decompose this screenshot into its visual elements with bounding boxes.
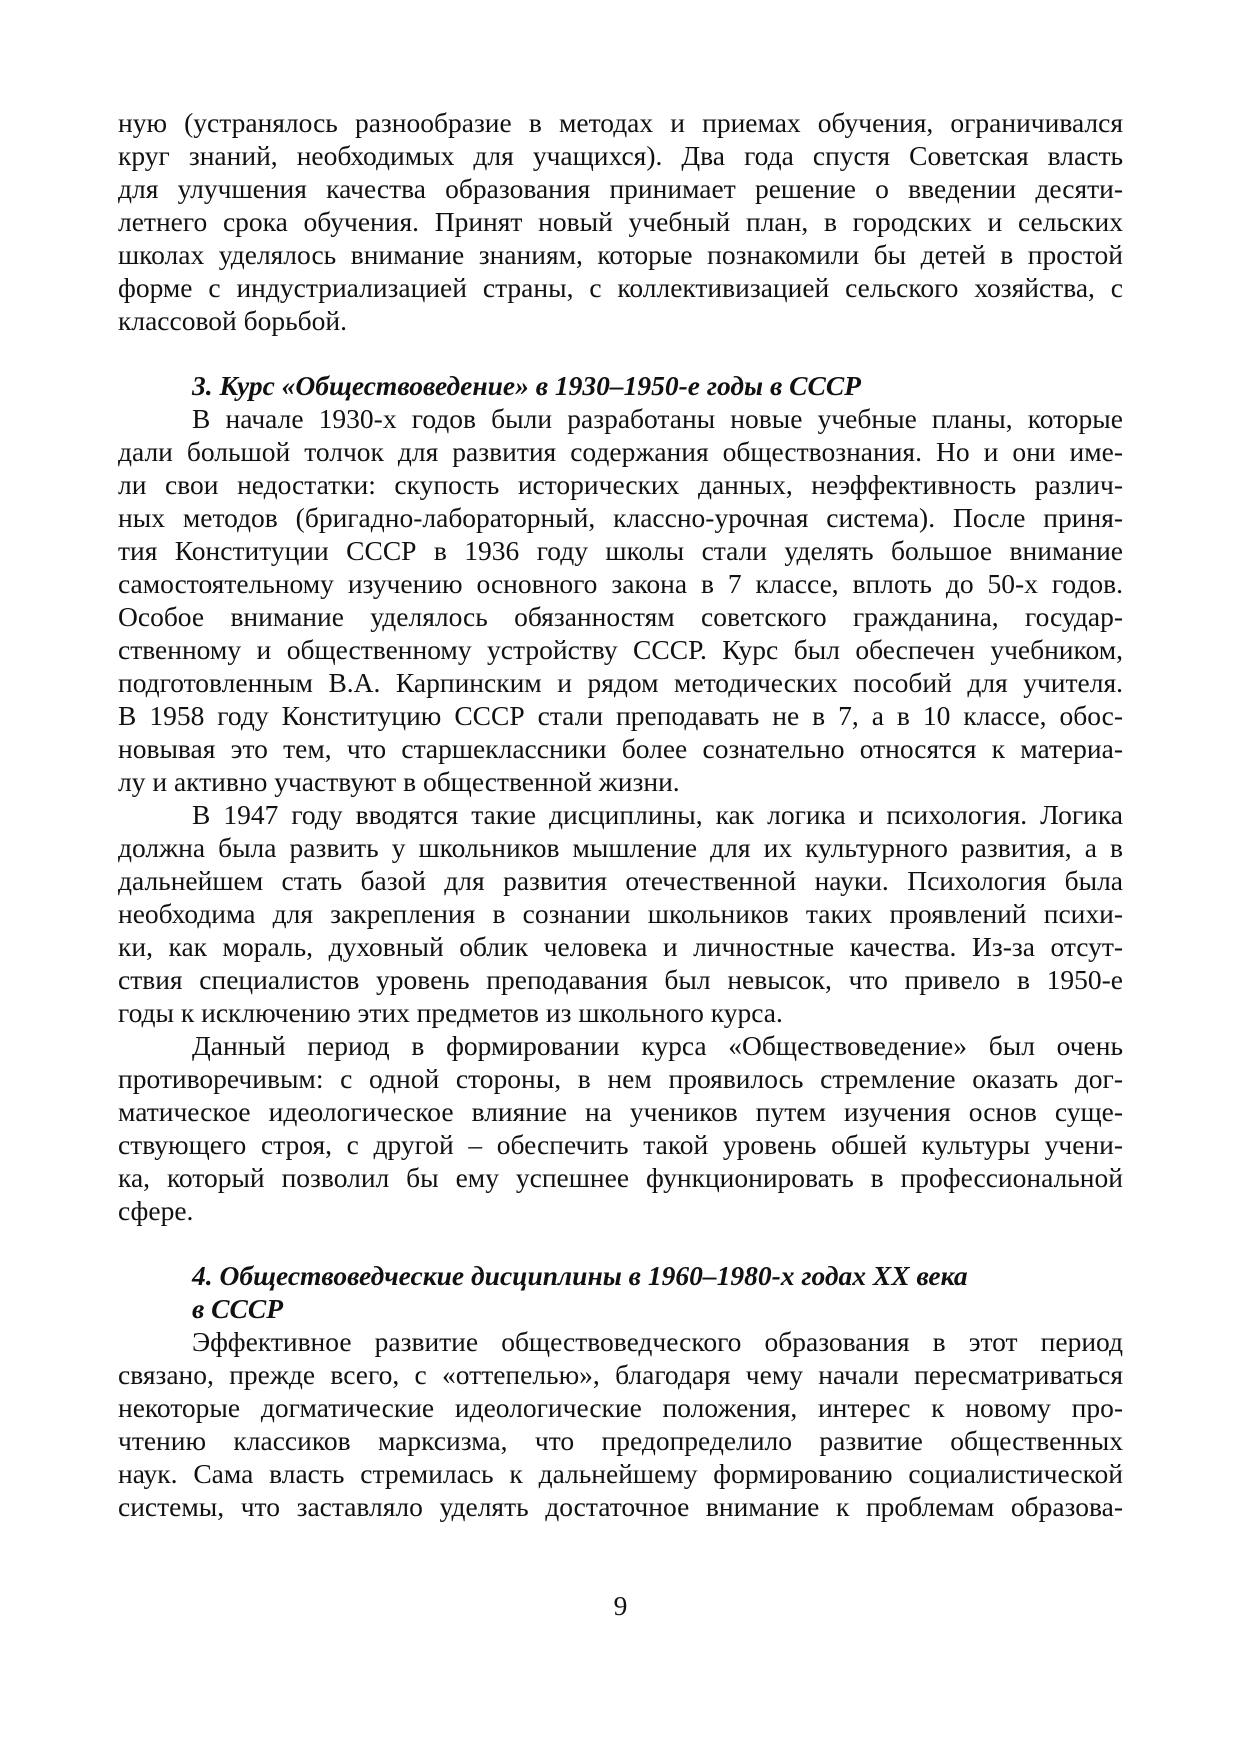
text-line: ную (устранялось разнообразие в методах и приемах обучения, ограничивался [118, 107, 1123, 138]
text-line: классовой борьбой. [118, 305, 347, 336]
text-line: тия Конституции СССР в 1936 году школы стали уделять большое внимание [118, 535, 1123, 566]
section-heading: 4. Обществоведческие дисциплины в 1960–1980-х годах XX века [192, 1260, 968, 1291]
text-line: дали большой толчок для развития содержания обществознания. Но и они име- [118, 436, 1123, 467]
text-line: должна была развить у школьников мышление для их культурного развития, а в [118, 832, 1123, 863]
text-line: сфере. [118, 1195, 194, 1226]
text-line: необходима для закрепления в сознании школьников таких проявлений психи- [118, 898, 1123, 929]
text-line: круг знаний, необходимых для учащихся). Два года спустя Советская власть [118, 140, 1123, 171]
text-line: матическое идеологическое влияние на учеников путем изучения основ суще- [118, 1096, 1123, 1127]
text-line: лу и активно участвуют в общественной жизни. [118, 766, 680, 797]
text-line: противоречивым: с одной стороны, в нем проявилось стремление оказать дог- [118, 1063, 1123, 1094]
text-line: наук. Сама власть стремилась к дальнейшему формированию социалистической [118, 1458, 1123, 1489]
text-line: ли свои недостатки: скупость исторических данных, неэффективность различ- [118, 469, 1123, 500]
page-number: 9 [613, 1590, 628, 1621]
text-line: самостоятельному изучению основного закона в 7 классе, вплоть до 50-х годов. [118, 568, 1123, 599]
text-line: подготовленным В.А. Карпинским и рядом методических пособий для учителя. [118, 667, 1123, 698]
text-line: дальнейшем стать базой для развития отечественной науки. Психология была [118, 865, 1123, 896]
text-line: ка, который позволил бы ему успешнее функционировать в профессиональной [118, 1162, 1123, 1193]
section-heading: 3. Курс «Обществоведение» в 1930–1950-е годы в СССР [192, 370, 861, 401]
text-line: некоторые догматические идеологические положения, интерес к новому про- [118, 1392, 1123, 1423]
text-line: Данный период в формировании курса «Обществоведение» был очень [192, 1030, 1123, 1061]
text-line: ных методов (бригадно-лабораторный, классно-урочная система). После приня- [118, 502, 1123, 533]
text-line: связано, прежде всего, с «оттепелью», благодаря чему начали пересматриваться [118, 1359, 1123, 1390]
text-line: школах уделялось внимание знаниям, которые познакомили бы детей в простой [118, 239, 1123, 270]
text-line: ствующего строя, с другой – обеспечить такой уровень обшей культуры учени- [118, 1129, 1123, 1160]
text-line: системы, что заставляло уделять достаточное внимание к проблемам образова- [118, 1491, 1123, 1522]
text-line: ственному и общественному устройству СССР. Курс был обеспечен учебником, [118, 634, 1123, 665]
text-line: Эффективное развитие обществоведческого образования в этот период [192, 1326, 1123, 1357]
text-line: Особое внимание уделялось обязанностям советского гражданина, государ- [118, 601, 1123, 632]
text-line: новывая это тем, что старшеклассники более сознательно относятся к материа- [118, 733, 1123, 764]
text-line: В начале 1930-х годов были разработаны новые учебные планы, которые [192, 403, 1123, 434]
text-line: для улучшения качества образования принимает решение о введении десяти- [118, 173, 1123, 204]
text-line: ки, как мораль, духовный облик человека и личностные качества. Из-за отсут- [118, 931, 1123, 962]
text-line: ствия специалистов уровень преподавания был невысок, что привело в 1950-е [118, 964, 1123, 995]
text-line: летнего срока обучения. Принят новый учебный план, в городских и сельских [118, 206, 1123, 237]
text-line: В 1947 году вводятся такие дисциплины, как логика и психология. Логика [192, 799, 1123, 830]
text-line: годы к исключению этих предметов из школьного курса. [118, 997, 783, 1028]
text-line: В 1958 году Конституцию СССР стали преподавать не в 7, а в 10 классе, обос- [118, 700, 1123, 731]
section-heading-continued: в СССР [192, 1293, 283, 1324]
text-line: форме с индустриализацией страны, с коллективизацией сельского хозяйства, с [118, 272, 1123, 303]
text-line: чтению классиков марксизма, что предопределило развитие общественных [118, 1425, 1123, 1456]
